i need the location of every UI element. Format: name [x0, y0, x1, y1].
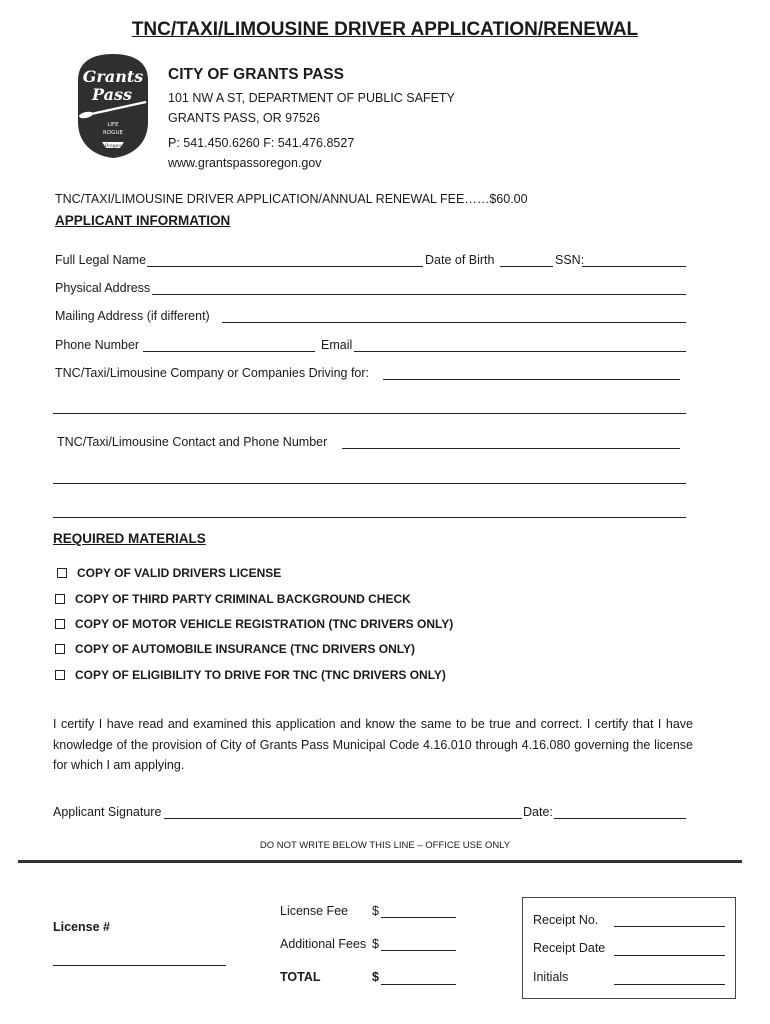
- ssn-label: SSN:: [555, 253, 585, 267]
- material-item[interactable]: [55, 617, 453, 631]
- material-item[interactable]: [55, 668, 446, 682]
- checkbox[interactable]: [55, 619, 65, 629]
- ssn-field[interactable]: [582, 266, 686, 267]
- material-label: COPY OF VALID DRIVERS LICENSE: [77, 566, 282, 580]
- material-label: COPY OF MOTOR VEHICLE REGISTRATION (TNC DRIVERS ONLY): [75, 617, 454, 631]
- city-address-line-2: GRANTS PASS, OR 97526: [168, 111, 320, 125]
- additional-fees-label: Additional Fees: [280, 937, 367, 951]
- mailing-address-field[interactable]: [222, 322, 686, 323]
- signature-label: Applicant Signature: [53, 805, 162, 819]
- checkbox[interactable]: [55, 594, 65, 604]
- application-fee-line: TNC/TAXI/LIMOUSINE DRIVER APPLICATION/ANNUAL RENEWAL FEE……$60.00: [55, 192, 528, 206]
- city-address-line-1: 101 NW A ST, DEPARTMENT OF PUBLIC SAFETY: [168, 91, 455, 105]
- office-use-note: DO NOT WRITE BELOW THIS LINE – OFFICE USE ONLY: [259, 840, 511, 851]
- dob-label: Date of Birth: [425, 253, 495, 267]
- license-fee-label: License Fee: [280, 904, 349, 918]
- initials-label: Initials: [533, 970, 569, 984]
- full-name-label: Full Legal Name: [55, 253, 147, 267]
- additional-fees-field[interactable]: [381, 950, 456, 951]
- office-use-divider: [18, 860, 742, 863]
- applicant-info-heading: APPLICANT INFORMATION: [55, 213, 231, 228]
- total-field[interactable]: [381, 984, 456, 985]
- checkbox[interactable]: [57, 568, 67, 578]
- additional-fees-dollar: $: [372, 937, 379, 951]
- city-phone-fax: P: 541.450.6260 F: 541.476.8527: [168, 136, 355, 150]
- license-number-field[interactable]: [53, 965, 226, 966]
- page-title: TNC/TAXI/LIMOUSINE DRIVER APPLICATION/RENEWAL: [131, 19, 639, 40]
- email-field[interactable]: [354, 351, 686, 352]
- logo-tagline-2: ROGUE: [103, 130, 123, 136]
- receipt-no-label: Receipt No.: [533, 913, 599, 927]
- receipt-date-field[interactable]: [614, 955, 725, 956]
- checkbox[interactable]: [55, 644, 65, 654]
- license-fee-dollar: $: [372, 904, 379, 918]
- contact-field-line-3[interactable]: [53, 517, 686, 518]
- material-label: COPY OF ELIGIBILITY TO DRIVE FOR TNC (TNC DRIVERS ONLY): [75, 668, 446, 682]
- signature-field[interactable]: [164, 818, 522, 819]
- receipt-date-label: Receipt Date: [533, 941, 606, 955]
- company-field[interactable]: [383, 379, 680, 380]
- material-label: COPY OF THIRD PARTY CRIMINAL BACKGROUND CHECK: [75, 592, 411, 606]
- initials-field[interactable]: [614, 984, 725, 985]
- phone-field[interactable]: [143, 351, 315, 352]
- physical-address-label: Physical Address: [55, 281, 151, 295]
- total-dollar: $: [372, 970, 379, 984]
- material-item[interactable]: [57, 566, 281, 580]
- contact-field[interactable]: [342, 448, 680, 449]
- logo-badge: Oregon: [104, 144, 122, 149]
- company-field-line-2[interactable]: [53, 413, 686, 414]
- logo-word-pass: Pass: [92, 85, 132, 104]
- material-item[interactable]: [55, 642, 415, 656]
- logo-tagline-1: LIFE: [107, 122, 119, 128]
- contact-label: TNC/Taxi/Limousine Contact and Phone Number: [57, 435, 328, 449]
- physical-address-field[interactable]: [152, 294, 686, 295]
- city-name: CITY OF GRANTS PASS: [168, 66, 344, 83]
- email-label: Email: [321, 338, 353, 352]
- city-logo: [76, 52, 150, 160]
- material-item[interactable]: [55, 592, 411, 606]
- company-label: TNC/Taxi/Limousine Company or Companies Driving for:: [55, 366, 370, 380]
- required-materials-heading: REQUIRED MATERIALS: [53, 531, 206, 546]
- signature-date-label: Date:: [523, 805, 553, 819]
- phone-label: Phone Number: [55, 338, 140, 352]
- total-label: TOTAL: [280, 970, 321, 984]
- license-number-label: License #: [53, 920, 110, 934]
- mailing-address-label: Mailing Address (if different): [55, 309, 210, 323]
- license-fee-field[interactable]: [381, 917, 456, 918]
- dob-field[interactable]: [500, 266, 553, 267]
- city-website: www.grantspassoregon.gov: [168, 156, 322, 170]
- full-name-field[interactable]: [147, 266, 423, 267]
- receipt-no-field[interactable]: [614, 926, 725, 927]
- signature-date-field[interactable]: [554, 818, 686, 819]
- logo-word-grants: Grants: [82, 67, 144, 86]
- material-label: COPY OF AUTOMOBILE INSURANCE (TNC DRIVERS ONLY): [75, 642, 416, 656]
- contact-field-line-2[interactable]: [53, 483, 686, 484]
- certification-text: I certify I have read and examined this application and know the same to be true and correct. I certify that I have knowledge of the provision of City of Grants Pass Municipal Code 4.16.010 through 4.16.080 governing the license for which I am applying.: [53, 717, 693, 772]
- checkbox[interactable]: [55, 670, 65, 680]
